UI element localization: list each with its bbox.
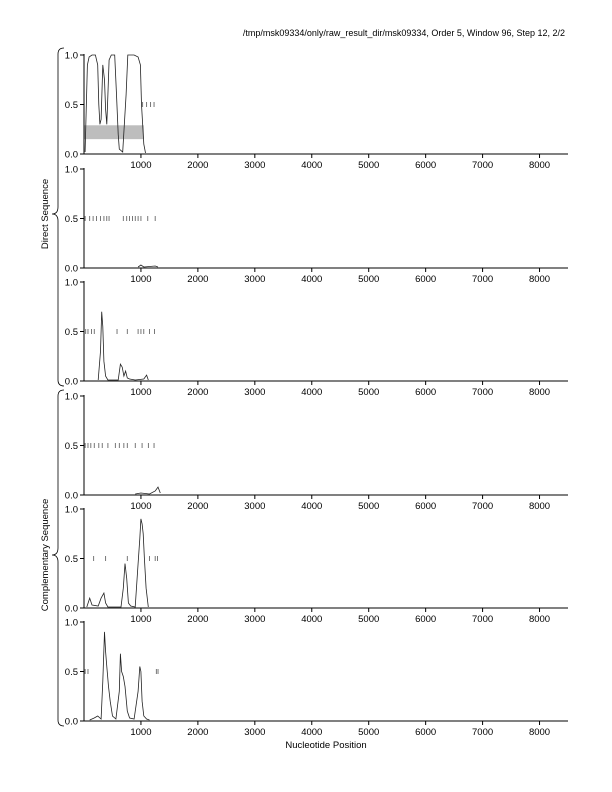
x-tick-label: 5000 bbox=[358, 274, 380, 285]
x-tick-label: 5000 bbox=[358, 387, 380, 398]
x-tick-label: 2000 bbox=[187, 274, 209, 285]
series-line bbox=[87, 519, 149, 607]
x-tick-label: 1000 bbox=[130, 274, 152, 285]
y-tick-label: 1.0 bbox=[64, 391, 78, 403]
x-tick-label: 2000 bbox=[187, 501, 209, 512]
figure-header: /tmp/msk09334/only/raw_result_dir/msk09334, Order 5, Window 96, Step 12, 2/2 bbox=[242, 28, 565, 38]
series-line bbox=[135, 487, 160, 494]
x-tick-label: 3000 bbox=[244, 501, 266, 512]
group-brace-complementary bbox=[52, 390, 64, 726]
x-tick-label: 8000 bbox=[528, 501, 551, 512]
series-line bbox=[90, 632, 150, 720]
x-tick-label: 6000 bbox=[415, 274, 437, 285]
x-tick-label: 6000 bbox=[415, 501, 437, 512]
x-tick-label: 5000 bbox=[358, 727, 380, 738]
x-tick-label: 2000 bbox=[187, 387, 209, 398]
y-tick-label: 0.0 bbox=[64, 376, 78, 388]
panel-6 bbox=[65, 618, 568, 739]
x-tick-label: 3000 bbox=[244, 614, 266, 625]
x-tick-label: 4000 bbox=[301, 614, 323, 625]
x-tick-label: 3000 bbox=[244, 727, 266, 738]
x-tick-label: 7000 bbox=[472, 727, 494, 738]
x-tick-label: 8000 bbox=[528, 160, 551, 171]
x-tick-label: 7000 bbox=[472, 387, 494, 398]
x-tick-label: 8000 bbox=[528, 727, 551, 738]
group-label-complementary: Complementary Sequence bbox=[40, 498, 51, 612]
y-tick-label: 0.0 bbox=[64, 490, 78, 502]
x-tick-label: 4000 bbox=[301, 387, 323, 398]
x-tick-label: 7000 bbox=[472, 614, 494, 625]
x-tick-label: 8000 bbox=[528, 614, 551, 625]
y-tick-label: 0.5 bbox=[64, 214, 78, 225]
panel-1 bbox=[65, 51, 568, 172]
y-tick-label: 0.5 bbox=[64, 554, 78, 565]
series-line bbox=[138, 265, 158, 267]
group-brace-direct bbox=[52, 48, 64, 386]
panel-4 bbox=[65, 392, 568, 513]
x-tick-label: 3000 bbox=[244, 160, 266, 171]
x-tick-label: 3000 bbox=[244, 387, 266, 398]
x-tick-label: 6000 bbox=[415, 614, 437, 625]
x-tick-label: 8000 bbox=[528, 274, 551, 285]
x-tick-label: 6000 bbox=[415, 160, 437, 171]
x-tick-label: 7000 bbox=[472, 274, 494, 285]
y-tick-label: 0.0 bbox=[64, 603, 78, 615]
x-tick-label: 1000 bbox=[130, 614, 152, 625]
x-tick-label: 4000 bbox=[301, 727, 323, 738]
panel-3 bbox=[65, 278, 568, 399]
x-tick-label: 6000 bbox=[415, 387, 437, 398]
y-tick-label: 0.0 bbox=[64, 716, 78, 728]
x-tick-label: 7000 bbox=[472, 501, 494, 512]
x-tick-label: 2000 bbox=[187, 614, 209, 625]
y-tick-label: 0.0 bbox=[64, 263, 78, 275]
x-tick-label: 1000 bbox=[130, 727, 152, 738]
x-tick-label: 4000 bbox=[301, 160, 323, 171]
x-tick-label: 5000 bbox=[358, 160, 380, 171]
x-tick-label: 5000 bbox=[358, 501, 380, 512]
x-tick-label: 1000 bbox=[130, 160, 152, 171]
y-tick-label: 0.5 bbox=[64, 327, 78, 338]
y-tick-label: 1.0 bbox=[64, 504, 78, 516]
x-tick-label: 3000 bbox=[244, 274, 266, 285]
y-tick-label: 0.5 bbox=[64, 100, 78, 111]
x-axis-label: Nucleotide Position bbox=[285, 740, 367, 751]
x-tick-label: 2000 bbox=[187, 727, 209, 738]
x-tick-label: 4000 bbox=[301, 274, 323, 285]
x-tick-label: 1000 bbox=[130, 387, 152, 398]
series-line bbox=[98, 312, 148, 380]
y-tick-label: 0.5 bbox=[64, 667, 78, 678]
x-tick-label: 6000 bbox=[415, 727, 437, 738]
y-tick-label: 1.0 bbox=[64, 50, 78, 62]
y-tick-label: 1.0 bbox=[64, 164, 78, 176]
highlight-band bbox=[84, 125, 144, 139]
x-tick-label: 5000 bbox=[358, 614, 380, 625]
y-tick-label: 0.5 bbox=[64, 441, 78, 452]
group-label-direct: Direct Sequence bbox=[40, 178, 51, 250]
x-tick-label: 2000 bbox=[187, 160, 209, 171]
panel-5 bbox=[65, 505, 568, 626]
x-tick-label: 1000 bbox=[130, 501, 152, 512]
x-tick-label: 8000 bbox=[528, 387, 551, 398]
x-tick-label: 4000 bbox=[301, 501, 323, 512]
y-tick-label: 1.0 bbox=[64, 277, 78, 289]
panel-2 bbox=[65, 165, 568, 286]
y-tick-label: 1.0 bbox=[64, 617, 78, 629]
x-tick-label: 7000 bbox=[472, 160, 494, 171]
y-tick-label: 0.0 bbox=[64, 149, 78, 161]
